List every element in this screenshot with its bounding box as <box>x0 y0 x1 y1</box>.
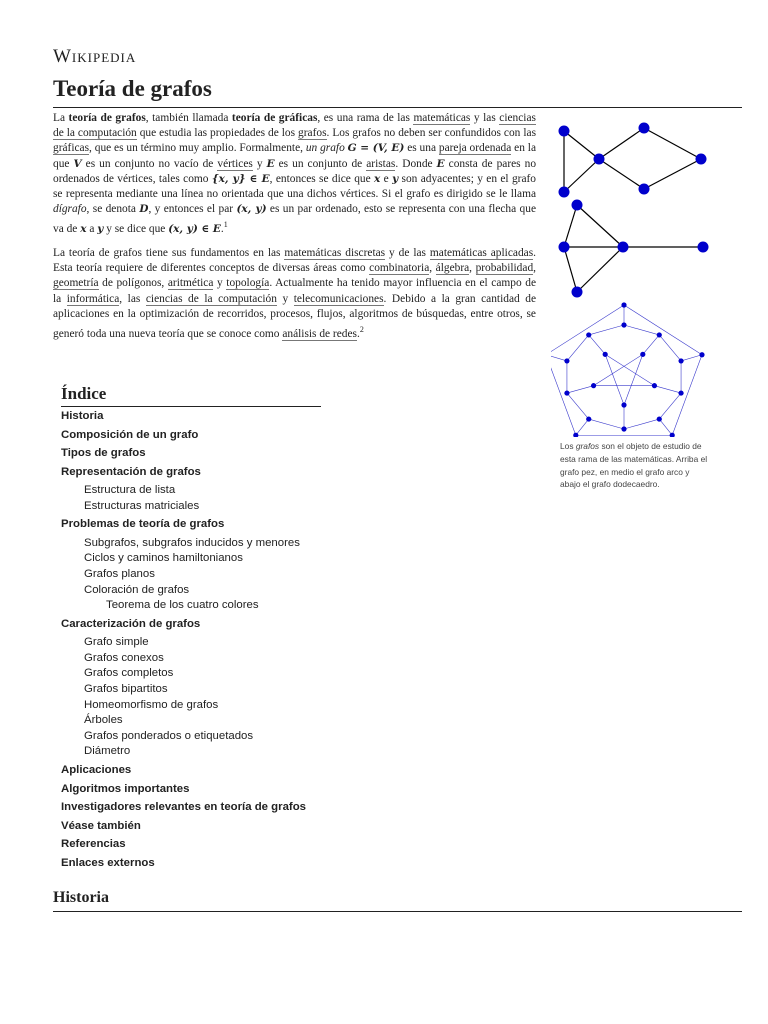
toc-item[interactable]: Grafos ponderados o etiquetados <box>84 729 254 742</box>
text-run: . Esta teoría requiere de diferentes conceptos de diversas áreas como <box>53 247 536 275</box>
arc-graph-edge <box>577 205 623 247</box>
math-expression: x <box>80 223 87 236</box>
dodecahedron-graph-node <box>640 352 645 357</box>
toc-item[interactable]: Grafos completos <box>84 667 174 680</box>
toc-item[interactable]: Teorema de los cuatro colores <box>106 599 259 612</box>
math-expression: y <box>97 223 104 236</box>
dodecahedron-graph-edge <box>624 419 659 429</box>
toc-heading-rule <box>61 406 321 407</box>
fish-graph-node <box>696 154 707 165</box>
dodecahedron-graph-edge <box>659 419 672 435</box>
toc-item[interactable]: Tipos de grafos <box>61 447 146 459</box>
dodecahedron-graph-node <box>621 302 626 307</box>
toc-item[interactable]: Diámetro <box>84 745 131 758</box>
dodecahedron-graph-edge <box>589 335 605 354</box>
text-run: y las <box>470 112 500 124</box>
reference-link[interactable]: 2 <box>359 325 364 335</box>
text-run: , también llamada <box>145 112 232 124</box>
arc-graph-node <box>572 287 583 298</box>
text-run: . Debido a la gran cantidad de aplicaciones en la optimización de recorridos, procesos, flujos, algoritmos de búsquedas, entre otros, se generó toda una nueva teoría que se conoce como <box>53 292 536 340</box>
dodecahedron-graph-edge <box>551 355 576 435</box>
article-link[interactable]: informática <box>66 292 120 305</box>
reference-link[interactable]: 1 <box>223 220 228 230</box>
dodecahedron-graph-edge <box>654 386 681 393</box>
toc-item[interactable]: Investigadores relevantes en teoría de grafos <box>61 801 306 813</box>
math-expression: G = (V, E) <box>347 142 405 155</box>
article-link[interactable]: matemáticas <box>413 112 471 124</box>
dodecahedron-graph-node <box>586 416 591 421</box>
dodecahedron-graph-node <box>603 352 608 357</box>
wikipedia-logo[interactable]: Wikipedia <box>53 46 137 67</box>
graph-figure[interactable] <box>551 112 741 442</box>
dodecahedron-graph-edge <box>643 335 659 354</box>
text-run: . Los grafos no deben ser <box>326 127 445 140</box>
text-run: confundidos con las <box>444 127 537 140</box>
text-run: . <box>220 223 224 236</box>
article-link[interactable]: telecomunicaciones <box>293 292 384 305</box>
page-title: Teoría de grafos <box>53 76 212 101</box>
text-run: e <box>380 172 393 185</box>
text-run: es una <box>404 142 439 155</box>
dodecahedron-graph-edge <box>624 354 643 405</box>
toc-item[interactable]: Homeomorfismo de grafos <box>84 698 219 711</box>
text-run: La teoría de grafos tiene sus fundamentos en las <box>53 247 285 259</box>
article-link[interactable]: probabilidad <box>475 262 534 275</box>
toc-item[interactable]: Grafos planos <box>84 567 155 580</box>
toc-item[interactable]: Grafos bipartitos <box>84 683 168 695</box>
toc-item[interactable]: Subgrafos, subgrafos inducidos y menores <box>84 536 300 549</box>
dodecahedron-graph-edge <box>624 305 702 355</box>
section-heading-historia: Historia <box>53 889 109 906</box>
dodecahedron-graph-edge <box>605 354 624 405</box>
dodecahedron-graph-node <box>621 426 626 431</box>
dodecahedron-graph-node <box>652 383 657 388</box>
toc-item[interactable]: Ciclos y caminos hamiltonianos <box>84 552 243 565</box>
arc-graph-edge <box>577 247 623 292</box>
italic-term: un grafo <box>305 142 348 155</box>
article-link[interactable]: gráficas <box>53 142 90 155</box>
text-run: Los <box>560 441 576 451</box>
article-link[interactable]: aristas <box>366 157 396 170</box>
article-link[interactable]: grafos <box>298 127 327 140</box>
dodecahedron-graph-node <box>678 358 683 363</box>
fish-graph-edge <box>599 128 644 159</box>
text-run: y se dice que <box>103 223 169 236</box>
title-underline <box>53 107 742 108</box>
arc-graph-node <box>572 200 583 211</box>
article-link[interactable]: combinatoria <box>369 262 430 275</box>
text-run: , entonces se dice que <box>269 172 375 185</box>
toc-item[interactable]: Grafo simple <box>84 636 149 649</box>
dodecahedron-graph-node <box>564 390 569 395</box>
article-link[interactable]: vértices <box>217 157 253 170</box>
text-run: en la que <box>53 142 537 170</box>
bold-term: teoría de grafos <box>68 112 146 124</box>
fish-graph-edge <box>644 159 701 189</box>
text-run: de polígonos, <box>98 277 168 290</box>
article-link[interactable]: topología <box>226 277 270 290</box>
article-link[interactable]: matemáticas discretas <box>284 247 386 259</box>
dodecahedron-graph-edge <box>624 325 659 335</box>
text-run: a <box>86 223 98 236</box>
text-run: y <box>276 292 294 305</box>
dodecahedron-graph-node <box>621 322 626 327</box>
arc-graph-node <box>618 242 629 253</box>
article-link[interactable]: matemáticas aplicadas <box>429 247 534 259</box>
text-run: . Donde <box>395 157 437 170</box>
second-paragraph <box>53 246 536 342</box>
toc-item[interactable]: Representación de grafos <box>61 465 201 478</box>
text-run: es un par ordenado, esto se representa con una flecha que va de <box>53 203 536 236</box>
fish-graph-edge <box>644 128 701 159</box>
fish-graph-edge <box>564 159 599 192</box>
intro-paragraph <box>53 111 536 237</box>
article-link[interactable]: ciencias de la computación <box>145 292 277 305</box>
italic-term: grafos <box>575 441 600 451</box>
text-run: . <box>356 327 360 340</box>
dodecahedron-graph-edge <box>605 354 654 385</box>
toc-item[interactable]: Problemas de teoría de grafos <box>61 518 225 531</box>
article-link[interactable]: geometría <box>53 277 99 290</box>
dodecahedron-graph-edge <box>589 419 624 429</box>
math-expression: (x, y) <box>236 203 267 216</box>
toc-item[interactable]: Enlaces externos <box>61 856 155 869</box>
dodecahedron-graph-edge <box>589 325 624 335</box>
toc-item[interactable]: Coloración de grafos <box>84 583 190 596</box>
dodecahedron-graph-node <box>678 390 683 395</box>
math-expression: D <box>139 203 149 216</box>
text-run: , <box>429 262 436 275</box>
math-expression: y <box>392 172 399 185</box>
text-run: son adyacentes; y en el grafo se representa mediante una línea no orientada que una dichos vértices. Si el grafo es dirigido se le llama <box>53 172 536 201</box>
text-run: que estudia las propiedades de los <box>136 127 299 140</box>
article-link[interactable]: aritmética <box>167 277 214 290</box>
math-expression: V <box>73 157 82 170</box>
toc-item[interactable]: Composición de un grafo <box>61 428 199 441</box>
text-run: son el objeto de estudio de esta rama de las matemáticas. Arriba el grafo pez, en medio el grafo arco y abajo el grafo dodecaedro. <box>560 441 708 490</box>
text-run: , y entonces el par <box>148 203 237 216</box>
dodecahedron-graph-node <box>586 332 591 337</box>
article-link[interactable]: análisis de redes <box>282 327 357 340</box>
dodecahedron-graph-edge <box>567 335 589 361</box>
toc-item[interactable]: Grafos conexos <box>84 651 164 664</box>
arc-graph-edge <box>564 247 577 292</box>
toc-item[interactable]: Estructuras matriciales <box>84 499 200 512</box>
fish-graph-node <box>639 184 650 195</box>
fish-graph-edge <box>599 159 644 189</box>
figure-caption <box>560 440 710 491</box>
dodecahedron-graph-edge <box>576 419 589 435</box>
article-link[interactable]: ciencias de la computación <box>53 112 536 140</box>
arc-graph-edge <box>564 205 577 247</box>
italic-term: dígrafo <box>53 203 87 216</box>
dodecahedron-graph-edge <box>672 355 702 435</box>
toc-item[interactable]: Referencias <box>61 838 126 850</box>
dodecahedron-graph-node <box>621 402 626 407</box>
toc-heading: Índice <box>61 384 107 403</box>
article-link[interactable]: pareja ordenada <box>438 142 512 155</box>
dodecahedron-graph-node <box>564 358 569 363</box>
dodecahedron-graph-edge <box>659 335 681 361</box>
text-run: , <box>469 262 476 275</box>
math-expression: {x, y} ∈ E <box>211 172 270 185</box>
text-run: es un conjunto de <box>274 157 367 170</box>
arc-graph-node <box>559 242 570 253</box>
dodecahedron-graph-node <box>591 383 596 388</box>
text-run: , es una rama de las <box>317 112 414 124</box>
dodecahedron-graph-edge <box>594 354 643 385</box>
math-expression: E <box>436 157 445 170</box>
text-run: consta de pares no ordenados de vértices, tales como <box>53 157 537 185</box>
text-run: y <box>252 157 267 170</box>
fish-graph-edge <box>564 131 599 159</box>
fish-graph-node <box>639 123 650 134</box>
dodecahedron-graph-node <box>657 332 662 337</box>
toc-item[interactable]: Árboles <box>84 714 123 727</box>
dodecahedron-graph-node <box>657 416 662 421</box>
toc-item[interactable]: Algoritmos importantes <box>61 782 190 795</box>
math-expression: E <box>266 157 275 170</box>
fish-graph-node <box>594 154 605 165</box>
text-run: . Actualmente ha tenido mayor influencia en el campo de la <box>53 277 537 305</box>
text-run: , que es un término muy amplio. Formalmente, <box>89 142 306 155</box>
text-run: y de las <box>385 247 430 259</box>
arc-graph-node <box>698 242 709 253</box>
bold-term: teoría de gráficas <box>231 112 318 124</box>
dodecahedron-graph-node <box>699 352 704 357</box>
dodecahedron-graph-edge <box>567 393 589 419</box>
toc-item[interactable]: Aplicaciones <box>61 764 132 776</box>
text-run: , se denota <box>86 203 140 216</box>
fish-graph-node <box>559 187 570 198</box>
math-expression: (x, y) ∈ E <box>168 223 221 236</box>
text-run: y <box>213 277 227 290</box>
fish-graph-node <box>559 126 570 137</box>
text-run: La <box>53 112 69 124</box>
toc-item[interactable]: Estructura de lista <box>84 484 176 496</box>
toc-item[interactable]: Historia <box>61 410 104 422</box>
dodecahedron-graph-edge <box>659 393 681 419</box>
article-link[interactable]: álgebra <box>435 262 470 275</box>
toc-item[interactable]: Caracterización de grafos <box>61 617 201 630</box>
dodecahedron-graph-edge <box>681 355 702 361</box>
section-underline <box>53 911 742 912</box>
toc-item[interactable]: Véase también <box>61 819 141 832</box>
text-run: es un conjunto no vacío de <box>81 157 218 170</box>
dodecahedron-graph-edge <box>551 305 624 355</box>
text-run: , las <box>119 292 146 305</box>
graphs-illustration <box>551 112 741 437</box>
math-expression: x <box>374 172 381 185</box>
dodecahedron-graph-edge <box>567 386 594 393</box>
text-run: , <box>533 262 536 275</box>
